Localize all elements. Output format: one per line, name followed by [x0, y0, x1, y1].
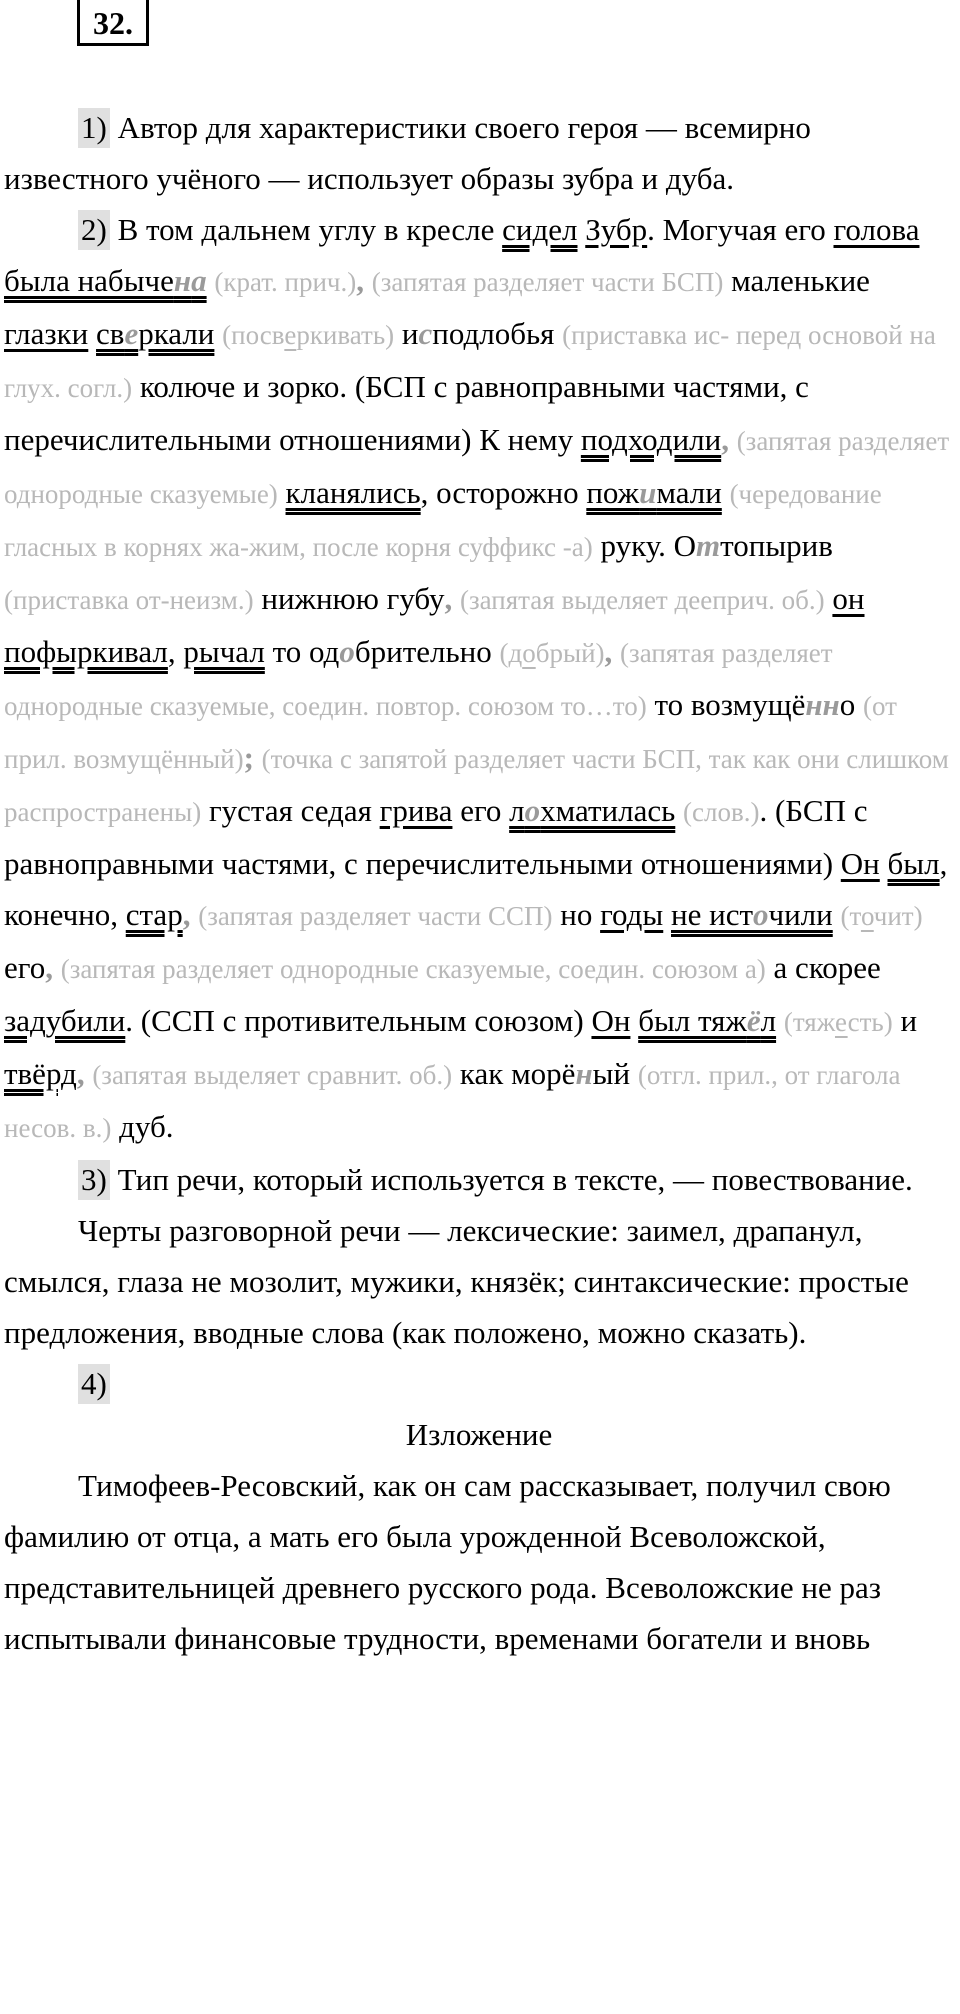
highlighted-letter: а [191, 263, 207, 298]
text-fragment: нижнюю губу [261, 581, 445, 616]
text-fragment: брительно [354, 634, 492, 669]
text-fragment: руку. О [600, 528, 696, 563]
predicate [586, 475, 722, 510]
predicate: твёрд [4, 1056, 77, 1091]
note-letter: о [860, 901, 874, 931]
note-part: (тяж [783, 1007, 835, 1037]
section-3-label: 3) [78, 1160, 110, 1200]
predicate: подходили [580, 422, 722, 457]
subject: грива [379, 793, 453, 828]
grammar-note: (отгл. прил., от глагола несов. в.) [4, 1060, 901, 1143]
grammar-note: (приставка от-неизм.) [4, 585, 254, 615]
note-part: (д [499, 638, 523, 668]
text-fragment: . (БСП с равноправными частями, с перечислительными отношениями) [4, 793, 868, 881]
subject: Он [840, 846, 880, 881]
predicate-part: пож [586, 475, 640, 510]
section-2-label: 2) [78, 210, 110, 250]
grammar-note: (приставка ис- перед основой на глух. согл.) [4, 320, 936, 403]
predicate: стар [125, 897, 183, 932]
note-part: (т [840, 901, 861, 931]
paragraph-1 [4, 102, 954, 204]
text-fragment: . (ССП с противительным союзом) [125, 1003, 584, 1038]
text-fragment: как морё [459, 1056, 576, 1091]
text-fragment: но [560, 897, 593, 932]
text-fragment: подлобья [432, 316, 555, 351]
highlighted-letter: о [753, 897, 769, 932]
grammar-note [222, 320, 394, 350]
section-1-label: 1) [78, 108, 110, 148]
punctuation-mark: ; [243, 740, 254, 775]
grammar-note: (запятая разделяет части БСП) [371, 267, 724, 297]
paragraph-2 [4, 204, 954, 1154]
text-fragment: густая седая [208, 793, 372, 828]
section-1-text: Автор для характеристики своего героя — всемирно известного учёного — использует образы зубра и дуба. [4, 110, 811, 196]
note-part: чит) [873, 901, 923, 931]
section-4-title: Изложение [405, 1417, 553, 1452]
text-fragment: дуб. [119, 1109, 174, 1144]
text-fragment: , [167, 634, 176, 669]
text-fragment: топырив [720, 528, 833, 563]
text-fragment: его [4, 950, 46, 985]
text-fragment: В том дальнем углу в кресле [117, 212, 495, 247]
grammar-note [784, 1007, 893, 1037]
grammar-note [841, 901, 923, 931]
text-fragment: , осторожно [420, 475, 579, 510]
predicate: задубили [4, 1003, 126, 1038]
grammar-note: (слов.) [683, 797, 760, 827]
predicate-part: л [760, 1003, 777, 1038]
predicate-part: не ист [671, 897, 753, 932]
subject: Зубр [585, 212, 648, 247]
subject: глазки [4, 316, 89, 351]
predicate [96, 316, 214, 351]
grammar-note: (запятая разделяет части ССП) [198, 901, 553, 931]
text-fragment: маленькие [731, 263, 870, 298]
task-number: 32. [77, 0, 149, 46]
grammar-note [499, 638, 604, 668]
grammar-note: (запятая выделяет сравнит. об.) [92, 1060, 453, 1090]
highlighted-letter: о [339, 634, 355, 669]
predicate: кланялись [285, 475, 421, 510]
highlighted-letter: н [173, 263, 192, 298]
punctuation-mark: , [356, 263, 364, 298]
paragraph-3 [4, 1154, 954, 1205]
text-fragment: и [900, 1003, 918, 1038]
highlighted-letter: н [575, 1056, 593, 1091]
note-part: брый) [535, 638, 605, 668]
answer-body [4, 102, 954, 1664]
text-fragment: а скорее [773, 950, 881, 985]
note-part: ркивать) [296, 320, 395, 350]
note-part: сть) [847, 1007, 893, 1037]
highlighted-letter: о [524, 793, 541, 828]
predicate [509, 793, 675, 828]
text-fragment: и [401, 316, 419, 351]
text-fragment: то возмущё [654, 687, 806, 722]
subject: годы [600, 897, 664, 932]
grammar-note: (от прил. возмущённый) [4, 691, 897, 774]
highlighted-letter: ё [746, 1003, 761, 1038]
punctuation-mark: , [45, 950, 53, 985]
highlighted-letter: с [418, 316, 433, 351]
punctuation-mark: , [444, 581, 453, 616]
predicate-part: был тяж [638, 1003, 747, 1038]
subject: голова [833, 212, 920, 247]
predicate: был [887, 846, 940, 881]
predicate-part: мали [656, 475, 722, 510]
note-part: (посв [222, 320, 285, 350]
highlighted-letter: т [695, 528, 721, 563]
predicate: пофыркивал [4, 634, 168, 669]
section-4-label: 4) [78, 1364, 110, 1404]
paragraph-3-features: Черты разговорной речи — лексические: заимел, драпанул, смылся, глаза не мозолит, мужики, князёк; синтаксические: простые предложения, вводные слова (как положено, можно сказать). [4, 1213, 909, 1350]
subject: он [832, 581, 865, 616]
predicate-part: хматилась [540, 793, 676, 828]
grammar-note: (точка с запятой разделяет части БСП, так как они слишком распространены) [4, 744, 949, 827]
text-fragment: колюче и зорко. (БСП с равноправными частями, с перечислительными отношениями) К нему [4, 369, 809, 457]
note-letter: о [522, 638, 536, 668]
text-fragment: о [839, 687, 856, 722]
note-letter: е [834, 1007, 848, 1037]
predicate: рычал [183, 634, 265, 669]
highlighted-letter: е [124, 316, 139, 351]
highlighted-letter: нн [805, 687, 840, 722]
grammar-note: (запятая разделяет однородные сказуемые, соедин. союзом а) [60, 954, 766, 984]
predicate-part: л [509, 793, 525, 828]
grammar-note: (запятая разделяет однородные сказуемые) [4, 426, 950, 509]
subject: Он [591, 1003, 631, 1038]
predicate [4, 263, 207, 298]
predicate [671, 897, 833, 932]
paragraph-4-label [4, 1358, 954, 1409]
text-fragment: его [460, 793, 502, 828]
predicate-part: была набыче [4, 263, 174, 298]
grammar-note: (запятая разделяет однородные сказуемые, соедин. повтор. союзом то…то) [4, 638, 833, 721]
grammar-note: (запятая выделяет дееприч. об.) [460, 585, 825, 615]
section-4-text: Тимофеев-Ресовский, как он сам рассказывает, получил свою фамилию от отца, а мать его была урожденной Всеволожской, представительницей древнего русского рода. Всеволожские не раз испытывали финансовые трудности, временами богатели и вновь [4, 1468, 891, 1656]
punctuation-mark: , [604, 634, 613, 669]
text-fragment: то од [272, 634, 340, 669]
predicate: сидел [502, 212, 578, 247]
text-fragment: ый [592, 1056, 631, 1091]
predicate-part: ркали [138, 316, 215, 351]
punctuation-mark: , [182, 897, 191, 932]
predicate-part: св [96, 316, 125, 351]
punctuation-mark: , [721, 422, 729, 457]
predicate [638, 1003, 776, 1038]
predicate-part: чили [768, 897, 833, 932]
section-3-text: Тип речи, который используется в тексте, — повествование. [117, 1162, 913, 1197]
grammar-note: (чередование гласных в корнях жа-жим, после корня суффикс -а) [4, 479, 882, 562]
text-fragment: . Могучая его [647, 212, 826, 247]
grammar-note: (крат. прич.) [214, 267, 357, 297]
highlighted-letter: и [639, 475, 657, 510]
text-fragment: , конечно, [4, 846, 948, 932]
note-letter: е [284, 320, 297, 350]
punctuation-mark: , [76, 1056, 85, 1091]
